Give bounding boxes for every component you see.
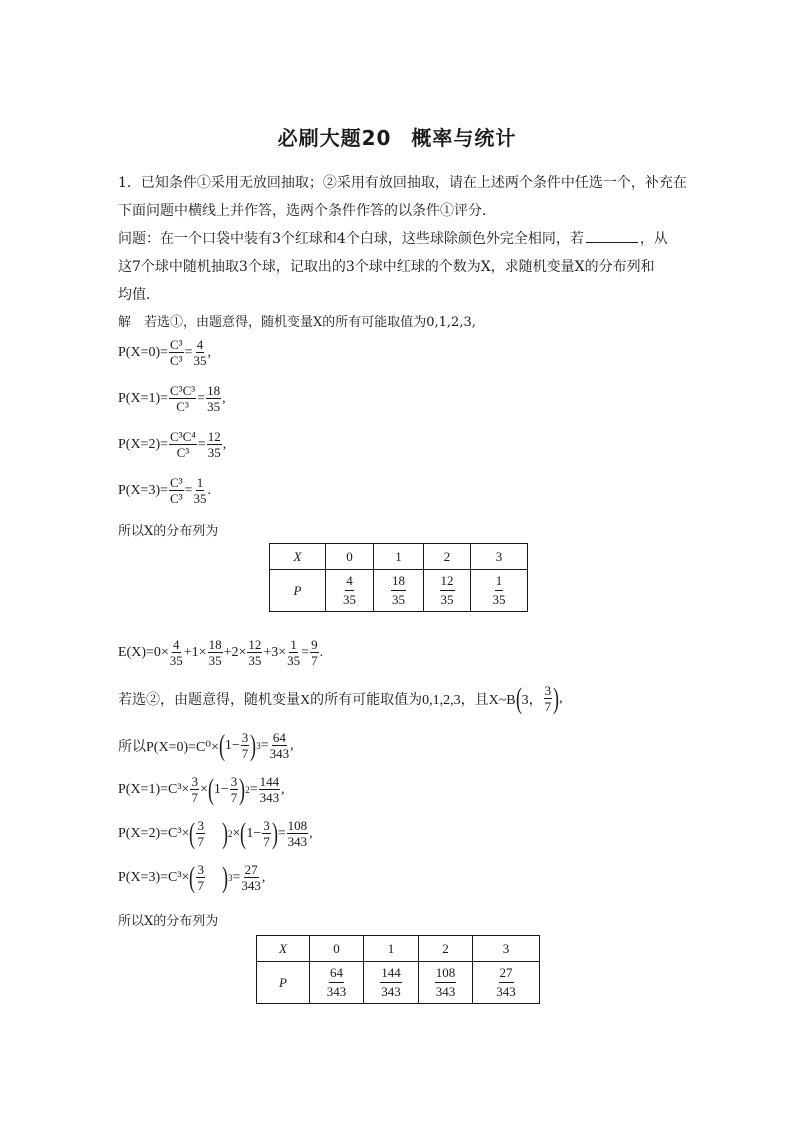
table1-header-x: X xyxy=(270,544,326,570)
table1-cell: $\frac{1}{35}$ xyxy=(471,570,528,612)
table2-header-2: 2 xyxy=(419,936,473,962)
solution2-table-intro: 所以X的分布列为 xyxy=(118,914,219,929)
table2-header-1: 1 xyxy=(364,936,419,962)
solution2-p0: 所以P(X=0)=C⁰× ( 1− $\frac{3}{7}$ ) 3 = $\frac{64}{343}$ , xyxy=(118,728,294,762)
table1-header-1: 1 xyxy=(374,544,424,570)
table2-cell: $\frac{144}{343}$ xyxy=(364,962,419,1004)
title-main: 必刷大题20 xyxy=(277,126,392,150)
solution1-p2: P(X=2)= $\frac{\text{C³C⁴}}{\text{C³}}$ = $\frac{12}{35}$ , xyxy=(118,429,227,460)
problem-line-3: 问题：在一个口袋中装有3个红球和4个白球，这些球除颜色外完全相同，若 ，从 xyxy=(118,231,668,247)
problem-line-2: 下面问题中横线上并作答，选两个条件作答的以条件①评分． xyxy=(118,203,496,219)
solution2-p2: P(X=2)=C³× ( $\frac{3}{7}$ ) 2 × ( 1− $\frac{3}{7}$ ) = $\frac{108}{343}$ , xyxy=(118,816,313,850)
table1-cell: $\frac{18}{35}$ xyxy=(374,570,424,612)
table1-header-2: 2 xyxy=(424,544,471,570)
table2-row-label: P xyxy=(257,962,310,1004)
answer-blank xyxy=(586,229,638,243)
table2-header-x: X xyxy=(257,936,310,962)
table1-row-label: P xyxy=(270,570,326,612)
table1-header-0: 0 xyxy=(326,544,374,570)
title-sub: 概率与统计 xyxy=(411,126,517,150)
table2-cell: $\frac{64}{343}$ xyxy=(310,962,364,1004)
table1-cell: $\frac{12}{35}$ xyxy=(424,570,471,612)
solution1-p3: P(X=3)= $\frac{\text{C³}}{\text{C³}}$ = $\frac{1}{35}$ . xyxy=(118,475,211,506)
table2-cell: $\frac{108}{343}$ xyxy=(419,962,473,1004)
table1-header-3: 3 xyxy=(471,544,528,570)
table2-header-0: 0 xyxy=(310,936,364,962)
distribution-table-1 xyxy=(269,543,528,612)
solution2-p1: P(X=1)=C³× $\frac{3}{7}$ × ( 1− $\frac{3}{7}$ ) 2 = $\frac{144}{343}$ , xyxy=(118,772,285,806)
table1-cell: $\frac{4}{35}$ xyxy=(326,570,374,612)
solution1-intro: 解 若选①，由题意得，随机变量X的所有可能取值为0,1,2,3, xyxy=(118,315,476,330)
solution2-intro: 若选②，由题意得，随机变量X的所有可能取值为0,1,2,3，且X~B ( 3， $\frac{3}{7}$ ) , xyxy=(118,681,563,715)
table2-cell: $\frac{27}{343}$ xyxy=(473,962,540,1004)
solution1-p0: P(X=0)= $\frac{\text{C³}}{\text{C³}}$ = $\frac{4}{35}$ , xyxy=(118,337,211,368)
problem-line-5: 均值． xyxy=(118,287,160,303)
distribution-table-2 xyxy=(256,935,540,1004)
table2-header-3: 3 xyxy=(473,936,540,962)
solution1-table-intro: 所以X的分布列为 xyxy=(118,524,219,539)
problem-line-4: 这7个球中随机抽取3个球，记取出的3个球中红球的个数为X，求随机变量X的分布列和 xyxy=(118,259,655,275)
solution2-p3: P(X=3)=C³× ( $\frac{3}{7}$ ) 3 = $\frac{27}{343}$ , xyxy=(118,860,266,894)
solution1-expectation: E(X)=0× $\frac{4}{35}$ +1× $\frac{18}{35}$ +2× $\frac{12}{35}$ +3× $\frac{1}{35}$ = $\frac{9}{7}$ . xyxy=(118,637,324,668)
solution1-p1: P(X=1)= $\frac{\text{C³C³}}{\text{C³}}$ = $\frac{18}{35}$ , xyxy=(118,383,226,414)
problem-line-1: 1．已知条件①采用无放回抽取；②采用有放回抽取，请在上述两个条件中任选一个，补充在 xyxy=(118,175,687,191)
page-title xyxy=(0,122,794,151)
